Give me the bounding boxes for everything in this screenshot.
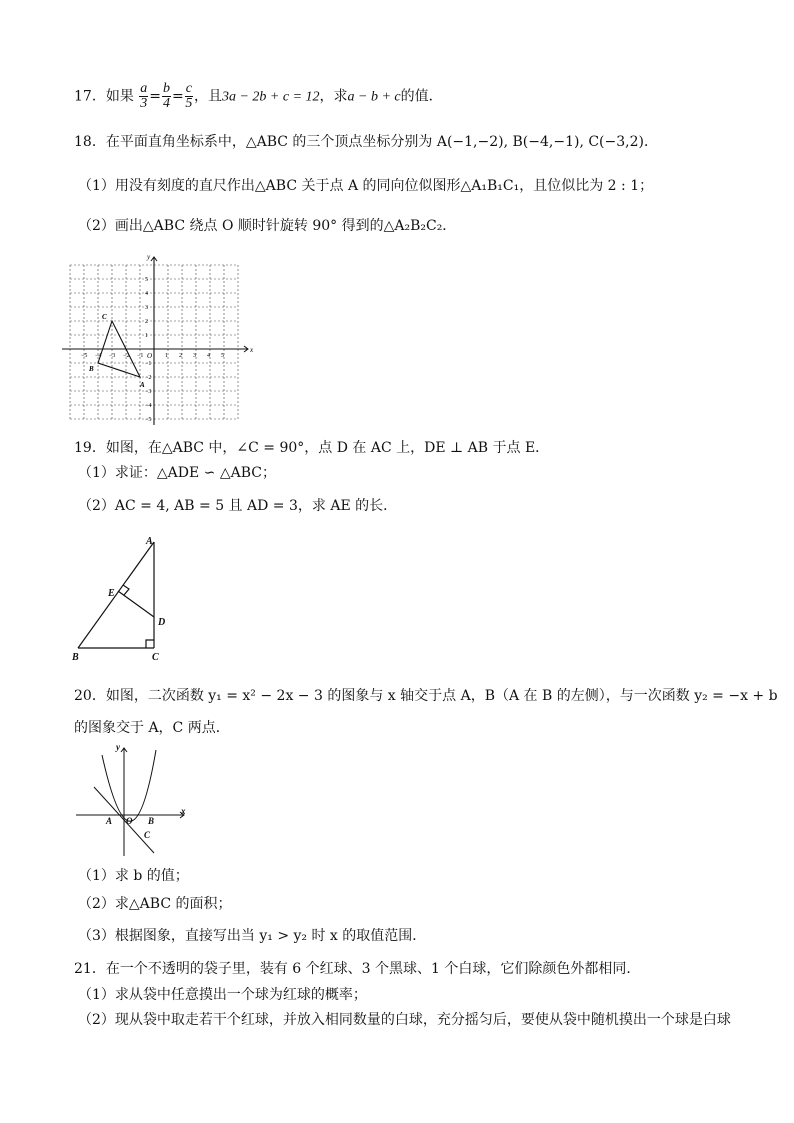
q17-tail: 的值． (400, 88, 443, 105)
parabola-line-figure (72, 740, 192, 860)
question-18: 18．在平面直角坐标系中，△ABC 的三个顶点坐标分别为 A(−1,−2), B(−4,−1), C(−3,2)． (74, 134, 658, 150)
y-axis-label: y (147, 253, 151, 261)
x-tick-label: 1 (165, 353, 168, 359)
vertex-label-A: A (140, 381, 145, 389)
question-17: 17．如果 $\frac{a}{3}$ = $\frac{b}{4}$ = $\frac{c}{5}$ ，且3a − 2b + c = 12，求a − b + c的值． (74, 81, 443, 111)
y-tick-label: 4 (145, 291, 148, 297)
label-D: D (158, 617, 166, 628)
question-18-part1: （1）用没有刻度的直尺作出△ABC 关于点 A 的同向位似图形△A₁B₁C₁，且位似比为 2 : 1； (78, 178, 654, 194)
x-tick-label: −5 (81, 353, 88, 359)
question-20-part1: （1）求 b 的值； (78, 868, 189, 884)
y-tick-label: 3 (145, 305, 148, 311)
question-20-line1: 20．如图，二次函数 y₁ = x² − 2x − 3 的图象与 x 轴交于点 A，B（A 在 B 的左侧），与一次函数 y₂ = −x + b (74, 688, 778, 704)
q17-equation: 3a − 2b + c = 12 (221, 89, 320, 105)
label-E: E (108, 588, 115, 599)
right-triangle-figure (66, 534, 176, 664)
vertex-label-C: C (102, 313, 107, 321)
x-tick-label: −3 (109, 353, 116, 359)
parabola-curve (102, 750, 156, 821)
label-A: A (106, 816, 113, 826)
x-axis-label: x (250, 346, 254, 354)
x-tick-label: −1 (137, 353, 144, 359)
q17-lead: 如果 (105, 88, 134, 105)
x-tick-label: −2 (123, 353, 130, 359)
label-x: x (181, 806, 186, 816)
y-tick-label: −1 (145, 361, 152, 367)
y-tick-label: 2 (145, 319, 148, 325)
right-angle-C (146, 640, 154, 648)
segment-DE (118, 591, 154, 617)
y-tick-label: 5 (145, 277, 148, 283)
question-18-part2: （2）画出△ABC 绕点 O 顺时针旋转 90° 得到的△A₂B₂C₂． (78, 218, 457, 234)
question-21-part2: （2）现从袋中取走若干个红球，并放入相同数量的白球，充分摇匀后，要使从袋中随机摸出一个球是白球 (78, 1012, 731, 1028)
question-20-line2: 的图象交于 A，C 两点． (74, 720, 230, 736)
coordinate-grid-figure (74, 253, 254, 425)
x-tick-label: 2 (179, 353, 182, 359)
side-AB (78, 542, 154, 648)
question-21: 21．在一个不透明的袋子里，装有 6 个红球、3 个黑球、1 个白球，它们除颜色外都相同． (74, 961, 641, 977)
y-tick-label: −3 (145, 389, 152, 395)
label-C: C (152, 652, 159, 663)
label-B: B (148, 816, 155, 826)
right-angle-E (123, 585, 129, 595)
fraction-b-4: $\frac{b}{4}$ (163, 81, 171, 111)
question-20-part2: （2）求△ABC 的面积； (78, 896, 232, 912)
q17-number: 17． (74, 88, 106, 105)
question-19-part2: （2）AC = 4, AB = 5 且 AD = 3，求 AE 的长． (78, 498, 398, 514)
label-y: y (116, 742, 120, 752)
x-tick-label: 3 (193, 353, 196, 359)
fraction-c-5: $\frac{c}{5}$ (185, 81, 193, 111)
q17-expression: a − b + c (347, 89, 401, 105)
label-A: A (146, 536, 153, 547)
x-tick-label: −4 (95, 353, 102, 359)
origin-label: O (147, 352, 153, 360)
label-C: C (144, 830, 151, 840)
y-tick-label: 1 (145, 333, 148, 339)
q17-mid: ，且 (193, 88, 222, 105)
x-tick-label: 4 (207, 353, 210, 359)
question-20-part3: （3）根据图象，直接写出当 y₁ > y₂ 时 x 的取值范围． (78, 928, 427, 944)
y-tick-label: −2 (145, 375, 152, 381)
label-O: O (126, 816, 133, 826)
question-19-part1: （1）求证：△ADE ∽ △ABC； (78, 465, 276, 481)
x-tick-label: 5 (221, 353, 224, 359)
question-19: 19．如图，在△ABC 中，∠C = 90°，点 D 在 AC 上，DE ⊥ AB 于点 E． (74, 440, 550, 456)
question-21-part1: （1）求从袋中任意摸出一个球为红球的概率； (78, 987, 367, 1003)
label-B: B (72, 652, 79, 663)
q17-mid2: ，求 (319, 88, 348, 105)
y-tick-label: −4 (145, 403, 152, 409)
fraction-a-3: $\frac{a}{3}$ (140, 81, 148, 111)
y-tick-label: −5 (145, 417, 152, 423)
vertex-label-B: B (89, 365, 94, 373)
